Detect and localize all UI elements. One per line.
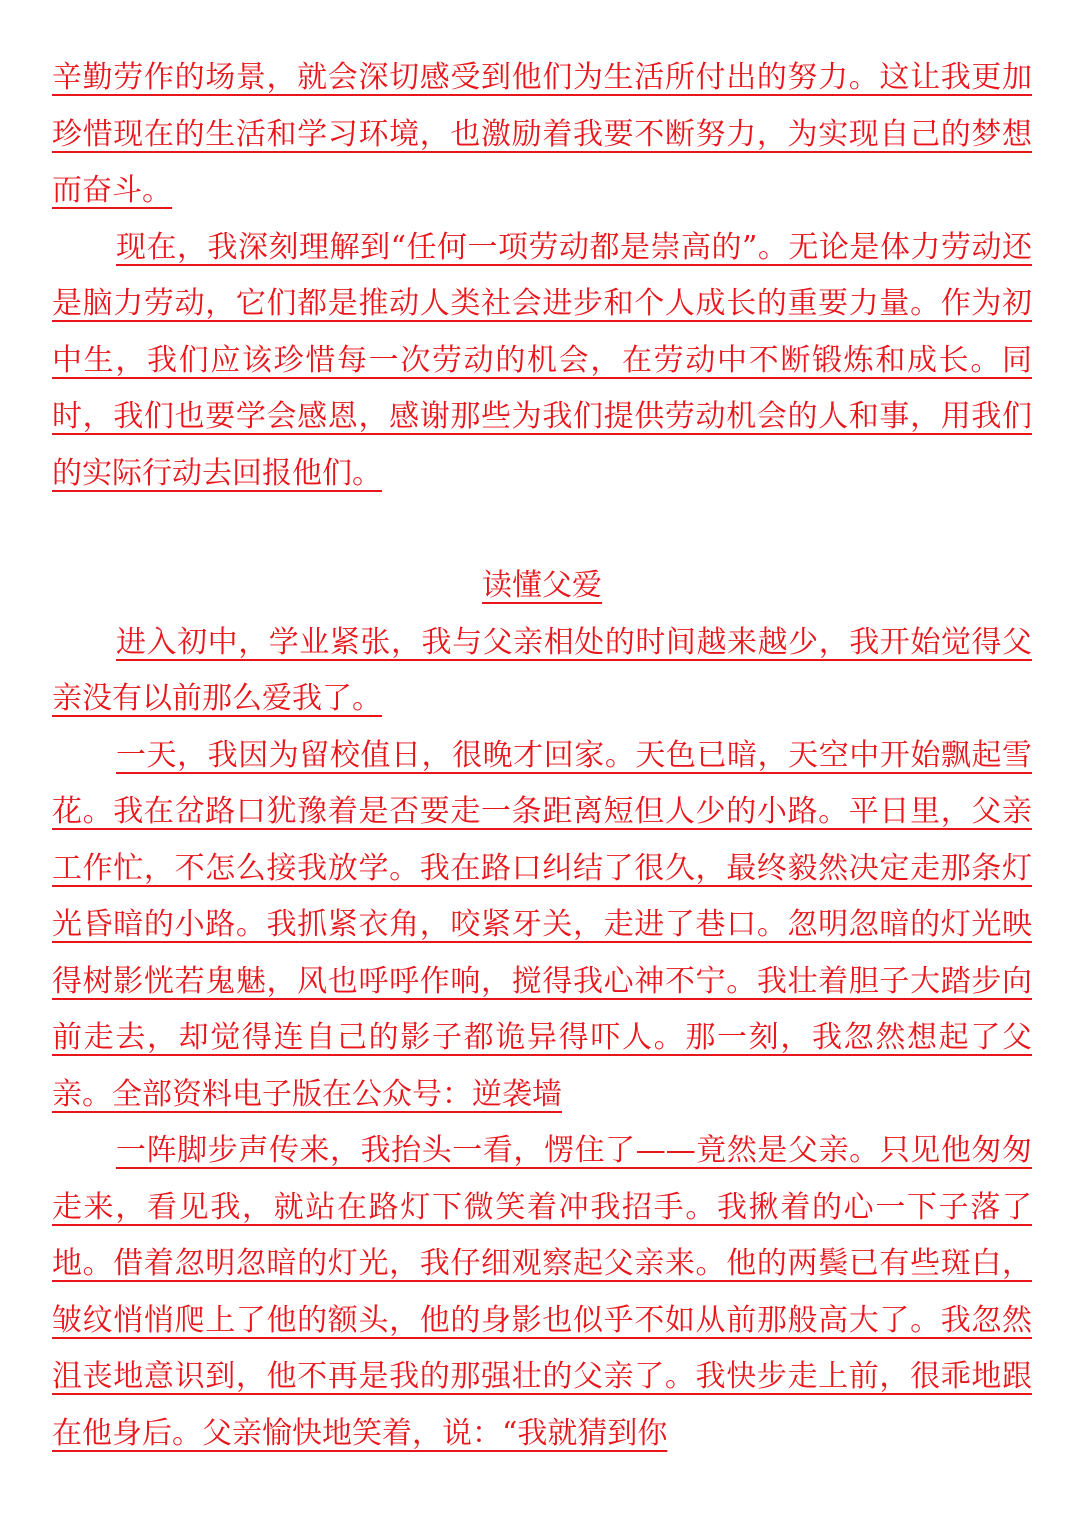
paragraph-labor [52, 220, 1032, 503]
paragraph-text: 进入初中，学业紧张，我与父亲相处的时间越来越少，我开始觉得父亲没有以前那么爱我了。 [52, 624, 1032, 716]
paragraph-intro [52, 615, 1032, 728]
essay-title-text: 读懂父爱 [482, 568, 602, 603]
paragraph-text: 现在，我深刻理解到“任何一项劳动都是崇高的”。无论是体力劳动还是脑力劳动，它们都是推动人类社会进步和个人成长的重要力量。作为初中生，我们应该珍惜每一次劳动的机会，在劳动中不断锻炼和成长。同时，我们也要学会感恩，感谢那些为我们提供劳动机会的人和事，用我们的实际行动去回报他们。 [52, 229, 1032, 491]
paragraph-text: 一天，我因为留校值日，很晚才回家。天色已暗，天空中开始飘起雪花。我在岔路口犹豫着是否要走一条距离短但人少的小路。平日里，父亲工作忙，不怎么接我放学。我在路口纠结了很久，最终毅然决定走那条灯光昏暗的小路。我抓紧衣角，咬紧牙关，走进了巷口。忽明忽暗的灯光映得树影恍若鬼魅，风也呼呼作响，搅得我心神不宁。我壮着胆子大踏步向前走去，却觉得连自己的影子都诡异得吓人。那一刻，我忽然想起了父亲。全部资料电子版在公众号：逆袭墙 [52, 737, 1032, 1112]
paragraph-text: 辛勤劳作的场景，就会深切感受到他们为生活所付出的努力。这让我更加珍惜现在的生活和学习环境，也激励着我要不断努力，为实现自己的梦想而奋斗。 [52, 60, 1032, 208]
paragraph-continuation [52, 50, 1032, 220]
essay-title [52, 558, 1032, 615]
paragraph-walk-home [52, 728, 1032, 1124]
section-gap [52, 502, 1032, 558]
paragraph-text: 一阵脚步声传来，我抬头一看，愣住了——竟然是父亲。只见他匆匆走来，看见我，就站在路灯下微笑着冲我招手。我揪着的心一下子落了地。借着忽明忽暗的灯光，我仔细观察起父亲来。他的两鬓已有些斑白，皱纹悄悄爬上了他的额头，他的身影也似乎不如从前那般高大了。我忽然沮丧地意识到，他不再是我的那强壮的父亲了。我快步走上前，很乖地跟在他身后。父亲愉快地笑着，说：“我就猜到你 [52, 1133, 1032, 1451]
document-page [52, 50, 1032, 1462]
paragraph-father-appears [52, 1123, 1032, 1462]
